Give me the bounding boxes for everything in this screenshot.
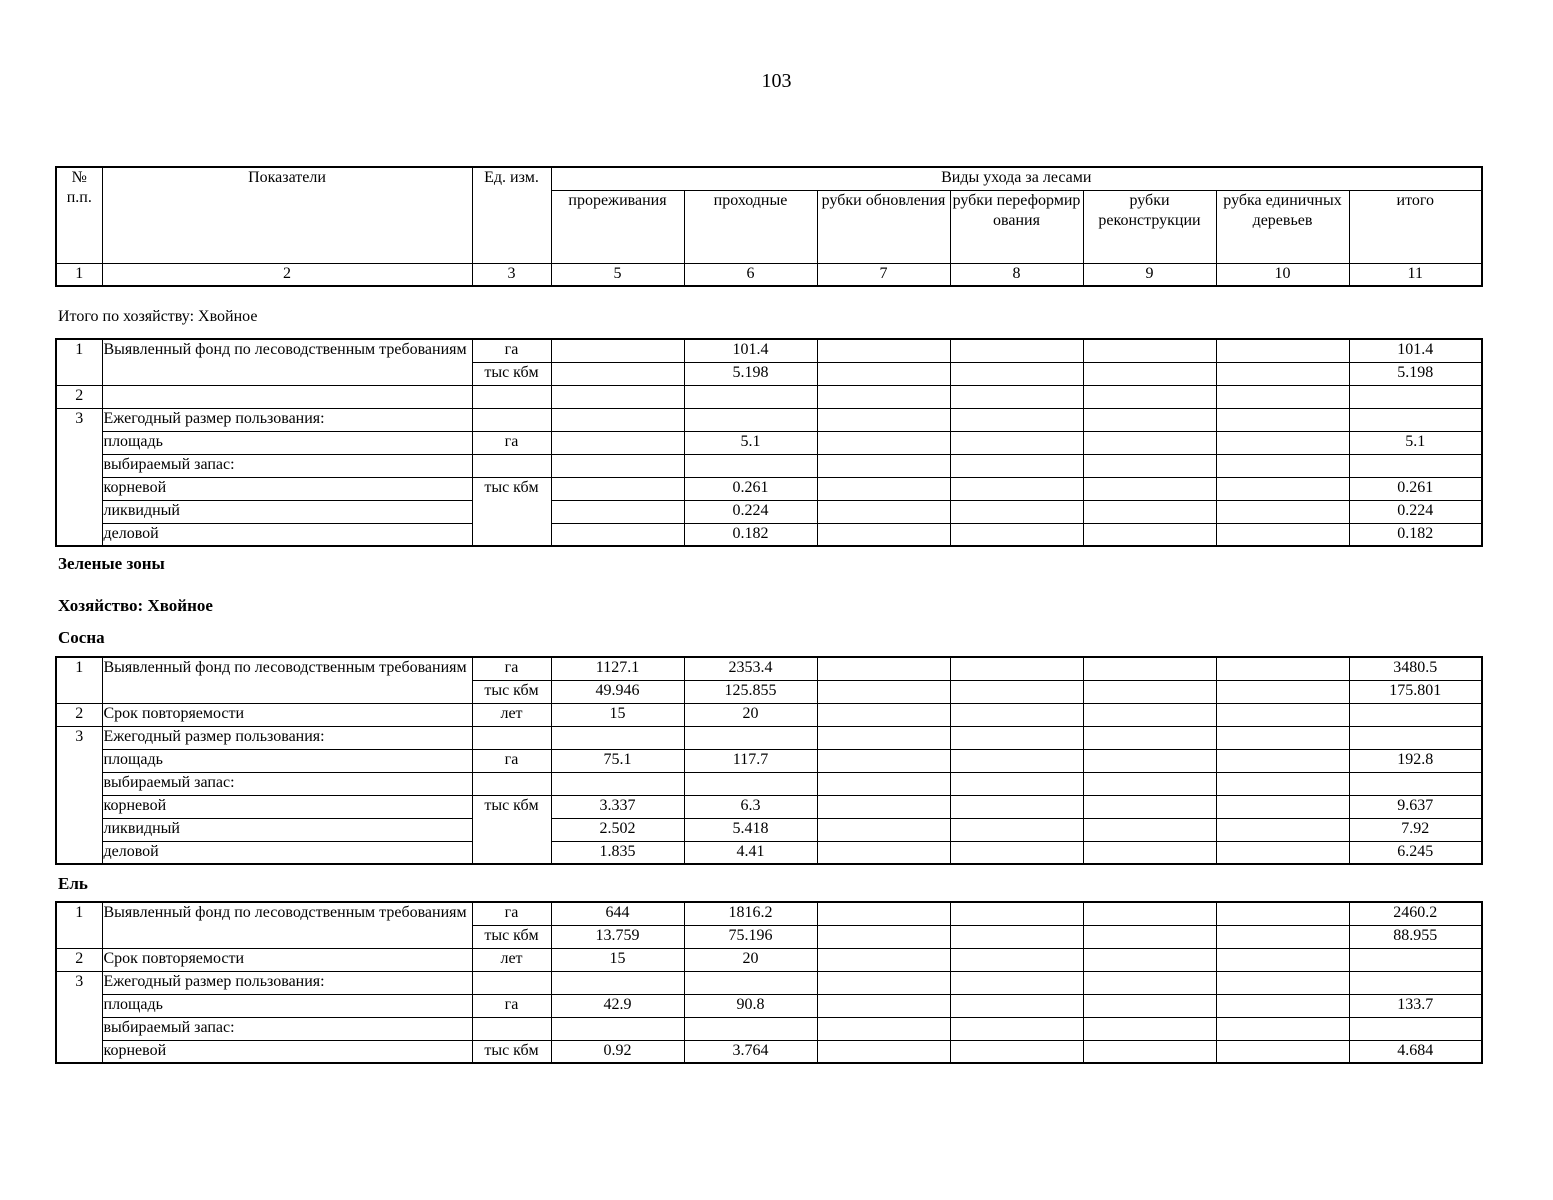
value-cell bbox=[1216, 703, 1349, 726]
value-cell bbox=[1083, 772, 1216, 795]
value-cell bbox=[1083, 385, 1216, 408]
value-cell bbox=[950, 772, 1083, 795]
value-cell bbox=[1083, 1040, 1216, 1063]
value-cell bbox=[551, 971, 684, 994]
value-cell bbox=[817, 948, 950, 971]
value-cell: 0.182 bbox=[1349, 523, 1482, 546]
row-number: 3 bbox=[56, 726, 102, 864]
value-cell bbox=[817, 339, 950, 362]
value-cell bbox=[950, 841, 1083, 864]
unit-cell: га bbox=[472, 657, 551, 680]
value-cell: 20 bbox=[684, 703, 817, 726]
col-number: 2 bbox=[102, 263, 472, 286]
value-cell bbox=[817, 772, 950, 795]
value-cell: 49.946 bbox=[551, 680, 684, 703]
value-cell bbox=[1216, 385, 1349, 408]
value-cell bbox=[1216, 408, 1349, 431]
value-cell bbox=[950, 477, 1083, 500]
unit-cell: тыс кбм bbox=[472, 477, 551, 546]
value-cell bbox=[684, 385, 817, 408]
value-cell bbox=[817, 841, 950, 864]
unit-cell: тыс кбм bbox=[472, 1040, 551, 1063]
value-cell: 5.198 bbox=[1349, 362, 1482, 385]
indicator-label: выбираемый запас: bbox=[102, 454, 472, 477]
value-cell bbox=[950, 818, 1083, 841]
value-cell: 0.182 bbox=[684, 523, 817, 546]
value-cell bbox=[1083, 362, 1216, 385]
value-cell: 0.261 bbox=[684, 477, 817, 500]
value-cell bbox=[1216, 339, 1349, 362]
value-cell bbox=[1216, 523, 1349, 546]
value-cell: 133.7 bbox=[1349, 994, 1482, 1017]
value-cell bbox=[817, 726, 950, 749]
value-cell bbox=[817, 925, 950, 948]
value-cell bbox=[1216, 971, 1349, 994]
value-cell bbox=[551, 408, 684, 431]
unit-cell: тыс кбм bbox=[472, 362, 551, 385]
type-header: рубки переформирования bbox=[950, 190, 1083, 263]
value-cell bbox=[1083, 703, 1216, 726]
value-cell bbox=[1083, 500, 1216, 523]
value-cell: 117.7 bbox=[684, 749, 817, 772]
value-cell bbox=[1083, 948, 1216, 971]
value-cell: 5.1 bbox=[684, 431, 817, 454]
value-cell bbox=[817, 680, 950, 703]
indicator-label: Срок повторяемости bbox=[102, 703, 472, 726]
value-cell bbox=[684, 454, 817, 477]
value-cell bbox=[950, 339, 1083, 362]
value-cell bbox=[817, 971, 950, 994]
value-cell: 175.801 bbox=[1349, 680, 1482, 703]
value-cell bbox=[1083, 680, 1216, 703]
value-cell bbox=[1349, 703, 1482, 726]
indicator-label: деловой bbox=[102, 523, 472, 546]
value-cell bbox=[1216, 1017, 1349, 1040]
value-cell: 125.855 bbox=[684, 680, 817, 703]
value-cell bbox=[817, 385, 950, 408]
value-cell: 4.41 bbox=[684, 841, 817, 864]
value-cell bbox=[1216, 948, 1349, 971]
value-cell: 75.196 bbox=[684, 925, 817, 948]
value-cell bbox=[1349, 971, 1482, 994]
indicator-label: Выявленный фонд по лесоводственным требованиям bbox=[102, 902, 472, 948]
unit-cell bbox=[472, 971, 551, 994]
col-unit-header: Ед. изм. bbox=[472, 167, 551, 263]
value-cell: 0.261 bbox=[1349, 477, 1482, 500]
value-cell: 192.8 bbox=[1349, 749, 1482, 772]
value-cell bbox=[950, 749, 1083, 772]
value-cell: 42.9 bbox=[551, 994, 684, 1017]
value-cell bbox=[684, 1017, 817, 1040]
value-cell bbox=[1349, 948, 1482, 971]
value-cell bbox=[950, 408, 1083, 431]
unit-cell bbox=[472, 1017, 551, 1040]
value-cell: 1.835 bbox=[551, 841, 684, 864]
value-cell: 1127.1 bbox=[551, 657, 684, 680]
value-cell: 5.1 bbox=[1349, 431, 1482, 454]
value-cell bbox=[1083, 454, 1216, 477]
value-cell bbox=[1216, 454, 1349, 477]
value-cell bbox=[1216, 657, 1349, 680]
value-cell bbox=[950, 523, 1083, 546]
value-cell: 7.92 bbox=[1349, 818, 1482, 841]
value-cell bbox=[1216, 902, 1349, 925]
indicator-label: ликвидный bbox=[102, 818, 472, 841]
value-cell bbox=[1083, 726, 1216, 749]
row-number: 2 bbox=[56, 703, 102, 726]
value-cell bbox=[684, 408, 817, 431]
value-cell bbox=[1216, 994, 1349, 1017]
value-cell bbox=[1349, 454, 1482, 477]
value-cell bbox=[950, 431, 1083, 454]
value-cell bbox=[1083, 749, 1216, 772]
unit-cell: тыс кбм bbox=[472, 795, 551, 864]
value-cell: 75.1 bbox=[551, 749, 684, 772]
type-header: рубки обновления bbox=[817, 190, 950, 263]
row-number: 1 bbox=[56, 902, 102, 948]
value-cell bbox=[950, 680, 1083, 703]
value-cell bbox=[551, 339, 684, 362]
value-cell: 0.224 bbox=[684, 500, 817, 523]
type-header: прореживания bbox=[551, 190, 684, 263]
col-number: 10 bbox=[1216, 263, 1349, 286]
value-cell bbox=[1216, 772, 1349, 795]
section3-table bbox=[55, 901, 1483, 1064]
value-cell bbox=[1216, 726, 1349, 749]
value-cell: 3480.5 bbox=[1349, 657, 1482, 680]
row-number: 1 bbox=[56, 657, 102, 703]
section2-table bbox=[55, 656, 1483, 865]
value-cell: 88.955 bbox=[1349, 925, 1482, 948]
value-cell: 2.502 bbox=[551, 818, 684, 841]
value-cell: 15 bbox=[551, 948, 684, 971]
value-cell bbox=[684, 726, 817, 749]
value-cell bbox=[1216, 431, 1349, 454]
value-cell bbox=[950, 362, 1083, 385]
col-number: 3 bbox=[472, 263, 551, 286]
value-cell bbox=[1083, 339, 1216, 362]
unit-cell: тыс кбм bbox=[472, 680, 551, 703]
type-header: рубки реконструкции bbox=[1083, 190, 1216, 263]
unit-cell: га bbox=[472, 994, 551, 1017]
value-cell bbox=[817, 523, 950, 546]
indicator-label: Выявленный фонд по лесоводственным требованиям bbox=[102, 657, 472, 703]
value-cell bbox=[1349, 1017, 1482, 1040]
indicator-label: ликвидный bbox=[102, 500, 472, 523]
value-cell bbox=[551, 500, 684, 523]
unit-cell: тыс кбм bbox=[472, 925, 551, 948]
value-cell bbox=[1083, 657, 1216, 680]
value-cell bbox=[1349, 772, 1482, 795]
type-header: рубка единичных деревьев bbox=[1216, 190, 1349, 263]
value-cell bbox=[1216, 477, 1349, 500]
value-cell bbox=[1083, 994, 1216, 1017]
value-cell: 4.684 bbox=[1349, 1040, 1482, 1063]
indicator-label: площадь bbox=[102, 994, 472, 1017]
value-cell: 20 bbox=[684, 948, 817, 971]
value-cell bbox=[551, 726, 684, 749]
unit-cell bbox=[472, 726, 551, 749]
value-cell bbox=[1216, 818, 1349, 841]
value-cell: 5.198 bbox=[684, 362, 817, 385]
indicator-label: корневой bbox=[102, 477, 472, 500]
unit-cell bbox=[472, 408, 551, 431]
value-cell bbox=[950, 795, 1083, 818]
value-cell bbox=[551, 477, 684, 500]
col-number: 5 bbox=[551, 263, 684, 286]
value-cell: 101.4 bbox=[1349, 339, 1482, 362]
farm-title: Хозяйство: Хвойное bbox=[58, 596, 213, 615]
value-cell: 6.3 bbox=[684, 795, 817, 818]
indicator-label: выбираемый запас: bbox=[102, 772, 472, 795]
col-num-header: № п.п. bbox=[56, 167, 102, 263]
unit-cell bbox=[472, 454, 551, 477]
value-cell bbox=[1083, 795, 1216, 818]
value-cell bbox=[1349, 726, 1482, 749]
section-caption: Ель bbox=[58, 874, 88, 893]
value-cell bbox=[1083, 408, 1216, 431]
value-cell bbox=[1216, 841, 1349, 864]
value-cell bbox=[817, 994, 950, 1017]
value-cell: 9.637 bbox=[1349, 795, 1482, 818]
value-cell bbox=[1216, 749, 1349, 772]
value-cell: 644 bbox=[551, 902, 684, 925]
value-cell bbox=[950, 948, 1083, 971]
value-cell bbox=[817, 454, 950, 477]
value-cell bbox=[950, 500, 1083, 523]
value-cell bbox=[1216, 362, 1349, 385]
value-cell bbox=[551, 1017, 684, 1040]
value-cell: 0.224 bbox=[1349, 500, 1482, 523]
value-cell bbox=[950, 971, 1083, 994]
value-cell: 2460.2 bbox=[1349, 902, 1482, 925]
value-cell bbox=[817, 362, 950, 385]
row-number: 2 bbox=[56, 385, 102, 408]
indicator-label: площадь bbox=[102, 749, 472, 772]
value-cell bbox=[1349, 385, 1482, 408]
value-cell bbox=[817, 1017, 950, 1040]
value-cell bbox=[950, 925, 1083, 948]
value-cell bbox=[817, 408, 950, 431]
unit-cell bbox=[472, 385, 551, 408]
section1-table bbox=[55, 338, 1483, 547]
value-cell bbox=[950, 726, 1083, 749]
indicator-label: Ежегодный размер пользования: bbox=[102, 971, 472, 994]
indicator-label: корневой bbox=[102, 1040, 472, 1063]
unit-cell: лет bbox=[472, 948, 551, 971]
value-cell: 3.337 bbox=[551, 795, 684, 818]
value-cell bbox=[684, 971, 817, 994]
row-number: 3 bbox=[56, 408, 102, 546]
value-cell bbox=[1083, 1017, 1216, 1040]
value-cell bbox=[1083, 818, 1216, 841]
value-cell: 3.764 bbox=[684, 1040, 817, 1063]
value-cell bbox=[817, 1040, 950, 1063]
indicator-label: деловой bbox=[102, 841, 472, 864]
value-cell: 6.245 bbox=[1349, 841, 1482, 864]
value-cell bbox=[1349, 408, 1482, 431]
value-cell bbox=[817, 657, 950, 680]
value-cell bbox=[950, 703, 1083, 726]
page-number: 103 bbox=[761, 70, 792, 92]
indicator-label: корневой bbox=[102, 795, 472, 818]
header-table bbox=[55, 166, 1483, 287]
value-cell: 101.4 bbox=[684, 339, 817, 362]
value-cell bbox=[551, 523, 684, 546]
value-cell: 13.759 bbox=[551, 925, 684, 948]
value-cell bbox=[1083, 841, 1216, 864]
value-cell bbox=[950, 994, 1083, 1017]
indicator-label bbox=[102, 385, 472, 408]
unit-cell: га bbox=[472, 339, 551, 362]
unit-cell: га bbox=[472, 749, 551, 772]
value-cell bbox=[1083, 431, 1216, 454]
value-cell bbox=[950, 385, 1083, 408]
group-title-header: Виды ухода за лесами bbox=[551, 167, 1482, 190]
value-cell bbox=[1216, 1040, 1349, 1063]
value-cell bbox=[1216, 500, 1349, 523]
indicator-label: Выявленный фонд по лесоводственным требованиям bbox=[102, 339, 472, 385]
value-cell bbox=[551, 362, 684, 385]
value-cell bbox=[1216, 680, 1349, 703]
value-cell bbox=[817, 902, 950, 925]
value-cell: 2353.4 bbox=[684, 657, 817, 680]
value-cell bbox=[950, 902, 1083, 925]
row-number: 3 bbox=[56, 971, 102, 1063]
row-number: 1 bbox=[56, 339, 102, 385]
value-cell bbox=[817, 477, 950, 500]
value-cell: 5.418 bbox=[684, 818, 817, 841]
indicator-label: Срок повторяемости bbox=[102, 948, 472, 971]
value-cell bbox=[1216, 795, 1349, 818]
value-cell: 15 bbox=[551, 703, 684, 726]
value-cell bbox=[1083, 971, 1216, 994]
value-cell bbox=[1083, 925, 1216, 948]
value-cell bbox=[817, 749, 950, 772]
value-cell bbox=[1083, 902, 1216, 925]
value-cell bbox=[1083, 477, 1216, 500]
zone-title: Зеленые зоны bbox=[58, 554, 165, 573]
unit-cell bbox=[472, 772, 551, 795]
value-cell: 1816.2 bbox=[684, 902, 817, 925]
value-cell bbox=[817, 431, 950, 454]
value-cell bbox=[551, 772, 684, 795]
indicator-label: Ежегодный размер пользования: bbox=[102, 726, 472, 749]
col-number: 9 bbox=[1083, 263, 1216, 286]
row-number: 2 bbox=[56, 948, 102, 971]
value-cell bbox=[817, 703, 950, 726]
value-cell bbox=[817, 795, 950, 818]
value-cell bbox=[817, 818, 950, 841]
value-cell bbox=[551, 431, 684, 454]
value-cell bbox=[1083, 523, 1216, 546]
col-number: 8 bbox=[950, 263, 1083, 286]
section-caption: Сосна bbox=[58, 628, 105, 647]
col-number: 7 bbox=[817, 263, 950, 286]
col-number: 1 bbox=[56, 263, 102, 286]
value-cell bbox=[551, 385, 684, 408]
value-cell bbox=[950, 1017, 1083, 1040]
value-cell bbox=[950, 657, 1083, 680]
value-cell: 90.8 bbox=[684, 994, 817, 1017]
unit-cell: лет bbox=[472, 703, 551, 726]
value-cell bbox=[684, 772, 817, 795]
indicator-label: площадь bbox=[102, 431, 472, 454]
value-cell bbox=[1216, 925, 1349, 948]
col-number: 6 bbox=[684, 263, 817, 286]
value-cell bbox=[950, 1040, 1083, 1063]
type-header: итого bbox=[1349, 190, 1482, 263]
col-indicator-header: Показатели bbox=[102, 167, 472, 263]
indicator-label: выбираемый запас: bbox=[102, 1017, 472, 1040]
value-cell bbox=[817, 500, 950, 523]
unit-cell: га bbox=[472, 431, 551, 454]
section-caption: Итого по хозяйству: Хвойное bbox=[58, 308, 258, 325]
unit-cell: га bbox=[472, 902, 551, 925]
type-header: проходные bbox=[684, 190, 817, 263]
value-cell bbox=[551, 454, 684, 477]
value-cell: 0.92 bbox=[551, 1040, 684, 1063]
col-number: 11 bbox=[1349, 263, 1482, 286]
value-cell bbox=[950, 454, 1083, 477]
indicator-label: Ежегодный размер пользования: bbox=[102, 408, 472, 431]
